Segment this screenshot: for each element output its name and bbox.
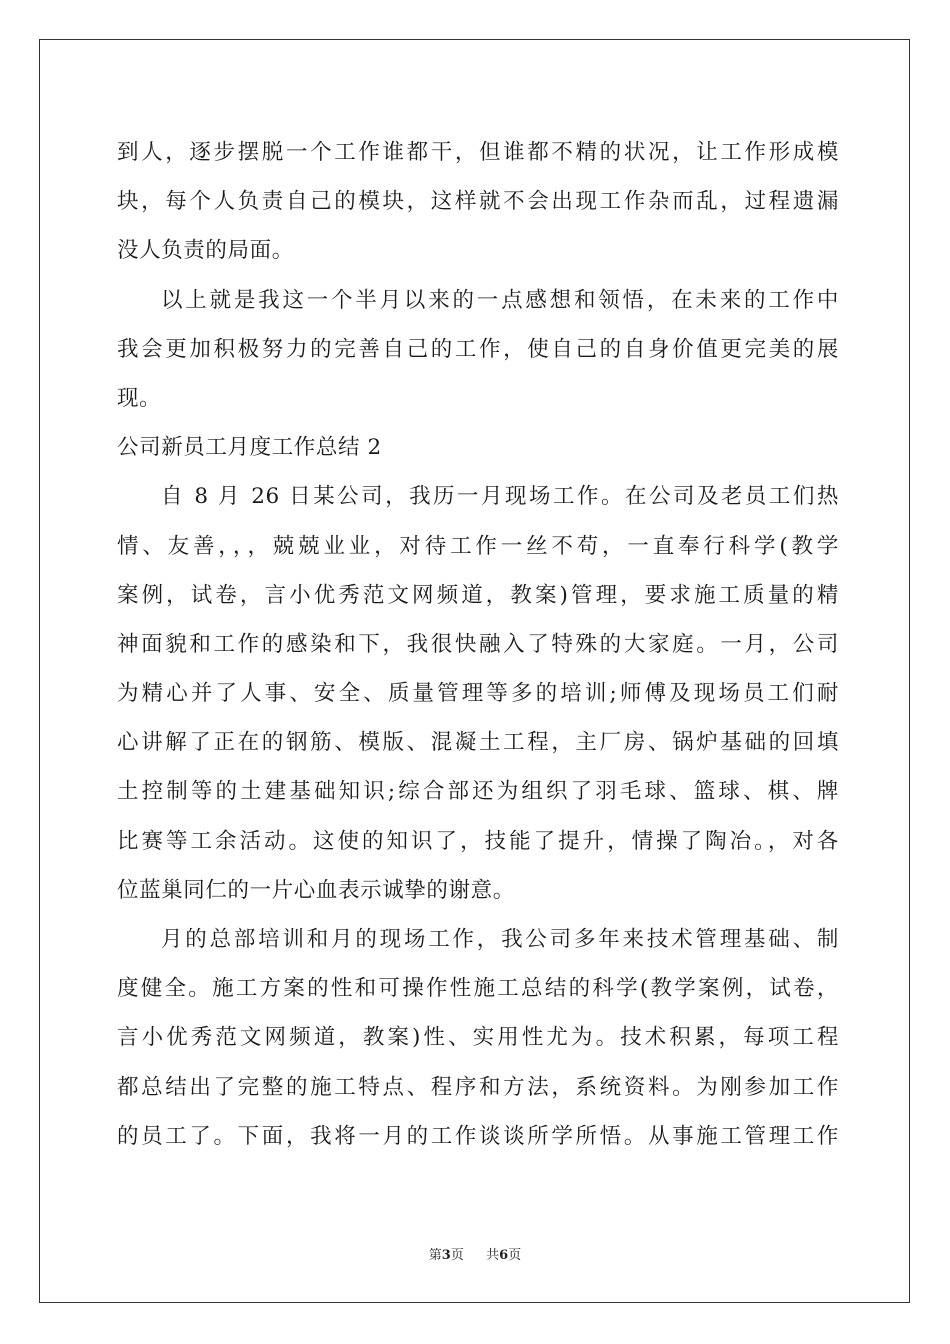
- total-page-number: 6: [499, 1248, 509, 1263]
- text-line: 度健全。施工方案的性和可操作性施工总结的科学(教学案例，试卷，: [117, 976, 839, 1002]
- page-prefix: 第: [428, 1248, 442, 1263]
- text-line: 都总结出了完整的施工特点、程序和方法，系统资料。为刚参加工作: [117, 1074, 839, 1100]
- total-pages-label: [486, 1248, 521, 1263]
- text-line: 案例，试卷，言小优秀范文网频道，教案)管理，要求施工质量的精: [117, 582, 839, 608]
- text-line: 心讲解了正在的钢筋、模版、混凝土工程，主厂房、锅炉基础的回填: [117, 730, 839, 756]
- text-line: 土控制等的土建基础知识;综合部还为组织了羽毛球、篮球、棋、牌: [117, 779, 839, 805]
- paragraph: [117, 472, 839, 915]
- text-line: 没人负责的局面。: [117, 238, 294, 264]
- document-body: [117, 128, 839, 1161]
- paragraph: [117, 276, 839, 424]
- text-line: 我会更加积极努力的完善自己的工作，使自己的自身价值更完美的展: [117, 336, 839, 362]
- current-page-number: 3: [441, 1248, 451, 1263]
- text-line: 自 8 月 26 日某公司，我历一月现场工作。在公司及老员工们热: [161, 484, 839, 510]
- text-line: 言小优秀范文网频道，教案)性、实用性尤为。技术积累，每项工程: [117, 1025, 839, 1051]
- section-heading: 公司新员工月度工作总结 2: [117, 435, 382, 461]
- text-line: 现。: [117, 385, 162, 411]
- text-line: 以上就是我这一个半月以来的一点感想和领悟，在未来的工作中: [161, 287, 839, 313]
- text-line: 月的总部培训和月的现场工作，我公司多年来技术管理基础、制: [161, 927, 839, 952]
- page-footer: [0, 1244, 950, 1263]
- text-line: 块，每个人负责自己的模块，这样就不会出现工作杂而乱，过程遗漏: [117, 189, 839, 215]
- page-suffix: 页: [450, 1248, 464, 1263]
- paragraph: [117, 128, 839, 276]
- text-line: 到人，逐步摆脱一个工作谁都干，但谁都不精的状况，让工作形成模: [117, 140, 839, 165]
- total-suffix: 页: [508, 1248, 522, 1263]
- text-line: 神面貌和工作的感染和下，我很快融入了特殊的大家庭。一月，公司: [117, 631, 839, 657]
- text-line: 比赛等工余活动。这使的知识了，技能了提升，情操了陶冶。，对各: [117, 828, 839, 854]
- paragraph: [117, 915, 839, 1161]
- text-line: 情、友善，，，兢兢业业，对待工作一丝不苟，一直奉行科学(教学: [117, 533, 839, 559]
- text-line: 为精心并了人事、安全、质量管理等多的培训;师傅及现场员工们耐: [117, 681, 839, 707]
- text-line: 位蓝巢同仁的一片心血表示诚挚的谢意。: [117, 877, 515, 903]
- total-prefix: 共: [486, 1248, 500, 1263]
- text-line: 的员工了。下面，我将一月的工作谈谈所学所悟。从事施工管理工作: [117, 1123, 839, 1149]
- page-number-label: [429, 1248, 468, 1263]
